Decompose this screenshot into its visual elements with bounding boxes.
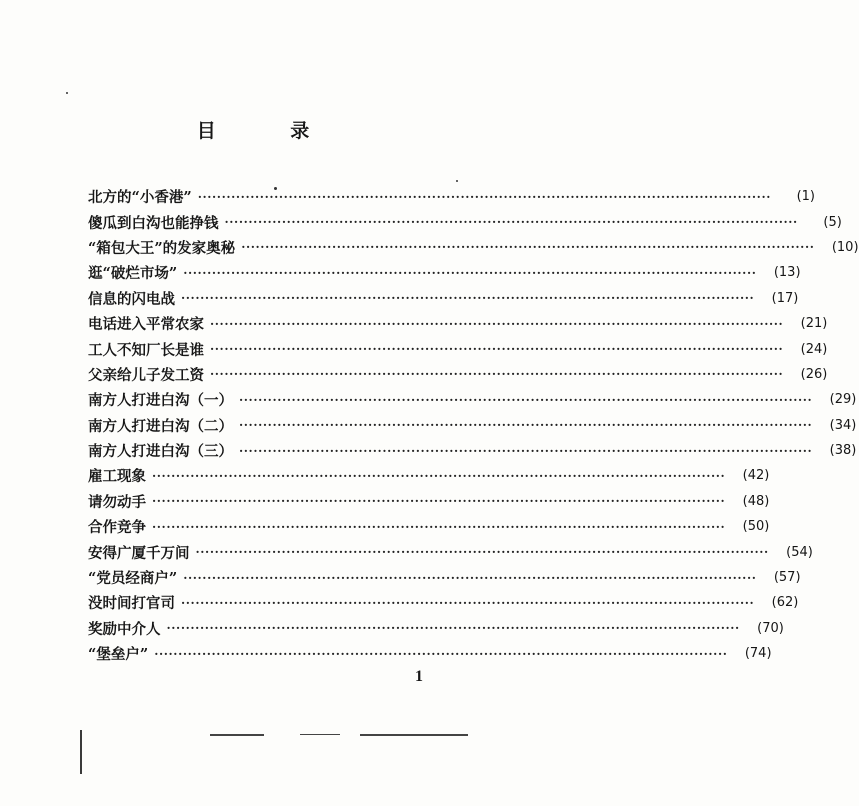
toc-entry-title: 奖励中介人 xyxy=(88,620,161,638)
toc-entry-page: (70) xyxy=(757,620,784,636)
toc-entry xyxy=(88,438,857,463)
toc-entry-page: (48) xyxy=(742,493,770,509)
toc-entry-page: (50) xyxy=(742,519,770,535)
toc-entry-title: 父亲给儿子发工资 xyxy=(88,366,204,384)
toc-entry-page: (74) xyxy=(744,646,772,662)
dot-leader: ························································································································ xyxy=(239,392,813,407)
dot-leader: ························································································································ xyxy=(197,189,772,204)
dot-leader: ························································································································ xyxy=(239,418,813,433)
toc-entry-title: “党员经商户” xyxy=(88,570,178,588)
dot-leader: ························································································································ xyxy=(224,215,798,230)
dot-leader: ························································································································ xyxy=(181,595,755,610)
dot-leader: ························································································································ xyxy=(152,494,726,509)
toc-entry-page: (13) xyxy=(773,265,801,281)
dot-leader: ························································································································ xyxy=(210,342,784,357)
toc-entry-title: 合作竞争 xyxy=(88,519,146,537)
toc-entry xyxy=(88,260,801,285)
page-title: 目 录 xyxy=(196,120,344,142)
page-number: 1 xyxy=(415,668,423,685)
toc-entry xyxy=(88,539,813,564)
toc-entry-title: “堡垒户” xyxy=(88,646,149,664)
toc-entry-title: 没时间打官司 xyxy=(88,595,175,613)
scan-speck xyxy=(456,180,458,182)
toc-entry xyxy=(88,362,828,387)
scan-speck xyxy=(66,92,68,94)
scan-artifact-bar xyxy=(360,734,468,736)
toc-entry-title: 信息的闪电战 xyxy=(88,290,175,308)
toc-entry-title: 电话进入平常农家 xyxy=(88,316,204,334)
toc-entry-page: (34) xyxy=(829,417,857,433)
toc-entry-title: “箱包大王”的发家奥秘 xyxy=(88,239,236,257)
toc-entry-page: (57) xyxy=(773,570,801,586)
toc-entry xyxy=(88,235,859,260)
toc-entry xyxy=(88,616,784,641)
toc-entry-title: 南方人打进白沟（三） xyxy=(88,443,233,461)
toc-entry xyxy=(88,387,857,412)
toc-entry-title: 请勿动手 xyxy=(88,493,146,511)
toc-entry-page: (24) xyxy=(800,341,828,357)
dot-leader: ························································································································ xyxy=(154,646,728,661)
toc-entry-title: 逛“破烂市场” xyxy=(88,265,178,283)
toc-entry-page: (38) xyxy=(829,443,857,459)
toc-entry-page: (42) xyxy=(742,468,770,484)
toc-entry-title: 南方人打进白沟（二） xyxy=(88,417,233,435)
dot-leader: ························································································································ xyxy=(195,545,769,560)
dot-leader: ························································································································ xyxy=(183,265,757,280)
toc-entry xyxy=(88,463,770,488)
toc-entry-title: 南方人打进白沟（一） xyxy=(88,392,233,410)
toc-entry-title: 雇工现象 xyxy=(88,468,146,486)
dot-leader: ························································································································ xyxy=(152,519,726,534)
toc-entry-page: (26) xyxy=(800,366,828,382)
table-of-contents xyxy=(88,184,859,666)
toc-entry xyxy=(88,641,772,666)
toc-entry xyxy=(88,565,801,590)
toc-entry-page: (21) xyxy=(800,316,828,332)
toc-entry xyxy=(88,514,770,539)
scan-artifact-bar xyxy=(210,734,264,736)
dot-leader: ························································································································ xyxy=(152,468,726,483)
toc-entry xyxy=(88,311,828,336)
toc-entry-title: 傻瓜到白沟也能挣钱 xyxy=(88,214,219,232)
toc-entry-title: 北方的“小香港” xyxy=(88,189,192,207)
toc-entry-page: (10) xyxy=(831,239,859,255)
toc-entry-page: (54) xyxy=(786,544,813,560)
toc-entry xyxy=(88,209,842,234)
toc-entry-title: 安得广厦千万间 xyxy=(88,544,190,562)
dot-leader: ························································································································ xyxy=(181,291,755,306)
toc-entry-page: (17) xyxy=(771,290,799,306)
scan-margin-line xyxy=(80,730,82,774)
toc-entry xyxy=(88,286,799,311)
toc-entry xyxy=(88,413,857,438)
dot-leader: ························································································································ xyxy=(183,570,757,585)
toc-entry xyxy=(88,184,816,209)
dot-leader: ························································································································ xyxy=(210,367,784,382)
toc-entry-page: (62) xyxy=(771,595,799,611)
toc-entry-page: (1) xyxy=(796,189,816,205)
dot-leader: ························································································································ xyxy=(210,316,784,331)
dot-leader: ························································································································ xyxy=(239,443,813,458)
toc-entry-title: 工人不知厂长是谁 xyxy=(88,341,204,359)
toc-entry-page: (5) xyxy=(823,214,842,230)
toc-entry xyxy=(88,489,770,514)
toc-entry xyxy=(88,336,828,361)
dot-leader: ························································································································ xyxy=(166,621,740,636)
toc-entry xyxy=(88,590,799,615)
toc-entry-page: (29) xyxy=(829,392,857,408)
dot-leader: ························································································································ xyxy=(241,240,815,255)
scan-artifact-bar xyxy=(300,734,340,735)
